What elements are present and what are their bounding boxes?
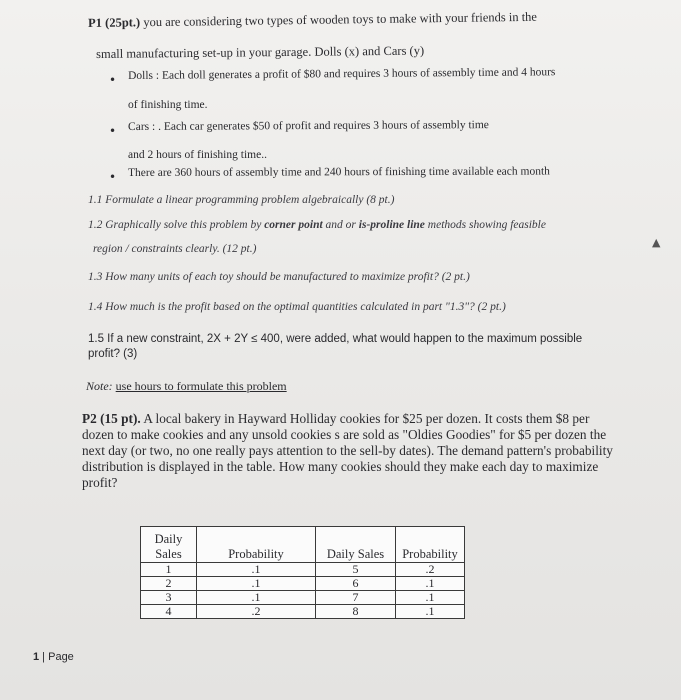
table-row [141,605,465,619]
table-cell: .2 [396,563,465,577]
table-row [141,591,465,605]
question-1-3: 1.3 How many units of each toy should be manufactured to maximize profit? (2 pt.) [88,271,470,283]
demand-probability-table [140,526,465,619]
p1-heading-line2: small manufacturing set-up in your garage. Dolls (x) and Cars (y) [96,43,425,61]
table-row [141,563,465,577]
note: Note: use hours to formulate this problem [86,379,287,393]
table-cell: .1 [197,563,316,577]
p1-label: P1 (25pt.) [88,15,141,30]
table-cell: 3 [141,591,197,605]
table-cell: 5 [316,563,396,577]
question-1-5: 1.5 If a new constraint, 2X + 2Y ≤ 400, were added, what would happen to the maximum possible [88,333,583,345]
bullet-dolls-line1: Dolls : Each doll generates a profit of $80 and requires 3 hours of assembly time and 4 hours [128,66,556,82]
table-header-row [141,527,465,563]
bullet-dot: • [109,170,117,184]
table-cell: .1 [396,577,465,591]
table-cell: 4 [141,605,197,619]
table-header: Daily Sales [141,527,197,563]
bullet-dolls-line2: of finishing time. [128,99,208,111]
bullet-cars-line1: Cars : . Each car generates $50 of profit and requires 3 hours of assembly time [128,119,489,133]
table-cell: .2 [197,605,316,619]
table-header: Daily Sales [316,527,396,563]
question-1-1: 1.1 Formulate a linear programming problem algebraically (8 pt.) [88,194,395,206]
table-cell: 2 [141,577,197,591]
table-cell: 6 [316,577,396,591]
bullet-hours-available: There are 360 hours of assembly time and 240 hours of finishing time available each month [128,165,550,179]
p1-heading-line1 [88,10,537,31]
question-1-4: 1.4 How much is the profit based on the optimal quantities calculated in part "1.3"? (2 pt.) [88,301,506,313]
table-cell: 7 [316,591,396,605]
bullet-dot: • [109,124,117,138]
question-1-2: 1.2 Graphically solve this problem by corner point and or is-proline line methods showing feasible [88,219,546,231]
p2-text: A local bakery in Hayward Holliday cookies for $25 per dozen. It costs them $8 per dozen to make cookies and any unsold cookies s are sold as "Oldies Goodies" for $5 per dozen the next day (or two, no one really pays attention to the sell-by dates). The demand pattern's probability distribution is displayed in the table. How many cookies should they make each day to maximize profit? [82,411,613,490]
table-row [141,577,465,591]
p2-label: P2 (15 pt). [82,411,141,426]
table-cell: .1 [197,591,316,605]
cursor-mark-icon: ▲ [652,236,661,249]
page-footer: 1 | Page [33,651,74,663]
table-cell: 1 [141,563,197,577]
table-cell: .1 [396,605,465,619]
bullet-cars-line2: and 2 hours of finishing time.. [128,149,267,161]
table-header: Probability [396,527,465,563]
table-cell: .1 [197,577,316,591]
table-header: Probability [197,527,316,563]
p2-paragraph [82,411,617,491]
p1-intro: you are considering two types of wooden toys to make with your friends in the [140,9,538,30]
bullet-dot: • [109,73,117,87]
table-cell: 8 [316,605,396,619]
table-cell: .1 [396,591,465,605]
question-1-2-line2: region / constraints clearly. (12 pt.) [93,243,257,255]
question-1-5-line2: profit? (3) [88,348,138,360]
